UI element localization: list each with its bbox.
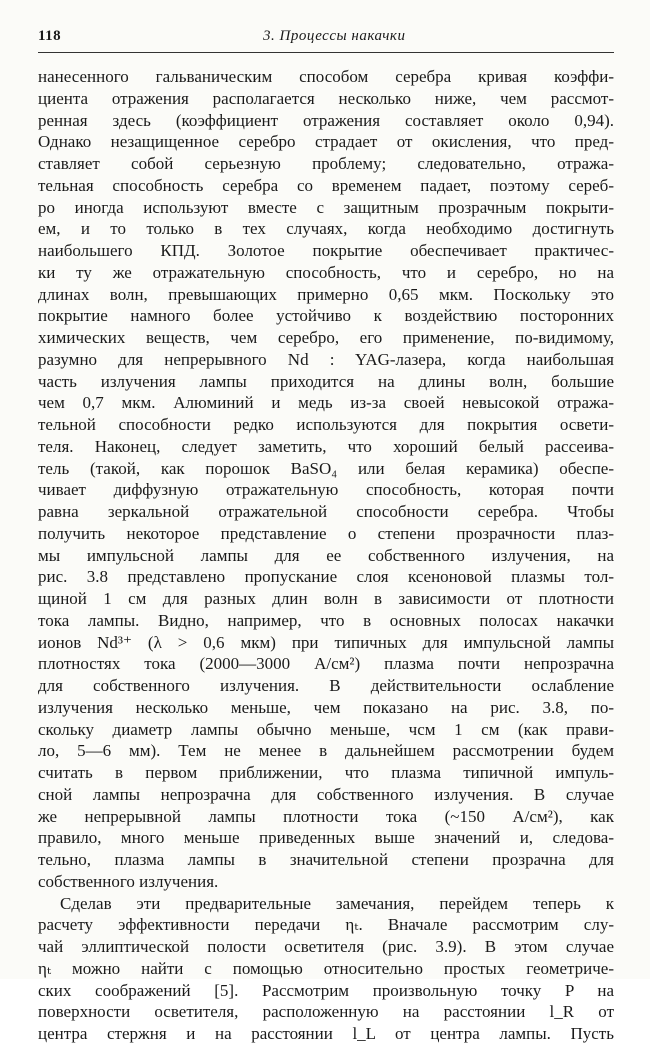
- page-number: 118: [38, 28, 62, 44]
- text-line: собственного излучения.: [38, 871, 219, 891]
- text-line: ренная здесь (коэффициент отражения составляет около 0,94).: [38, 110, 614, 130]
- paragraph-1: [38, 66, 614, 893]
- text-line: скольку диаметр лампы обычно меньше, чсм 1 см (как прави-: [38, 719, 614, 739]
- text-line: плотностях тока (2000—3000 А/см²) плазма почти непрозрачна: [38, 654, 614, 674]
- text-line: равна зеркальной отражательной способности серебра. Чтобы: [38, 502, 614, 521]
- text-line: ионов Nd³⁺ (λ > 0,6 мкм) при типичных для импульсной лампы: [38, 632, 614, 652]
- text-line: Сделав эти предварительные замечания, перейдем теперь к: [60, 893, 614, 913]
- text-line: правило, много меньше приведенных выше значений и, следова-: [38, 828, 614, 848]
- text-line: излучения несколько меньше, чем показано на рис. 3.8, по-: [38, 697, 614, 717]
- text-line: рис. 3.8 представлено пропускание слоя ксеноновой плазмы тол-: [38, 567, 614, 587]
- text-line: щиной 1 см для разных длин волн в зависимости от плотности: [38, 589, 614, 608]
- text-line: циента отражения располагается несколько ниже, чем рассмот-: [38, 88, 614, 108]
- text-line: для собственного излучения. В действительности ослабление: [38, 676, 614, 695]
- text-line: мы импульсной лампы для ее собственного излучения, на: [38, 545, 614, 565]
- text-line: ро иногда используют вместе с защитным прозрачным покрыти-: [38, 197, 614, 217]
- text-line: ло, 5—6 мм). Тем не менее в дальнейшем рассмотрении будем: [38, 741, 614, 761]
- paragraph-2: [38, 893, 614, 1045]
- text-line: тельной способности редко используются для покрытия освети-: [38, 415, 614, 434]
- text-line: ηₜ можно найти с помощью относительно простых геометриче-: [38, 958, 614, 978]
- text-line: тока лампы. Видно, например, что в основных полосах накачки: [38, 610, 614, 630]
- text-line: наибольшего КПД. Золотое покрытие обеспечивает практичес-: [38, 241, 614, 260]
- text-line: химических веществ, чем серебро, его применение, по-видимому,: [38, 328, 614, 347]
- text-line: ем, и то только в тех случаях, когда необходимо достигнуть: [38, 219, 614, 239]
- header-divider: [38, 52, 614, 53]
- text-line: ки ту же отражательную способность, что и серебро, но на: [38, 262, 614, 282]
- text-line: теля. Наконец, следует заметить, что хороший белый рассеива-: [38, 436, 614, 456]
- text-line: считать в первом приближении, что плазма типичной импуль-: [38, 763, 614, 782]
- text-line: нанесенного гальваническим способом серебра кривая коэффи-: [38, 67, 614, 86]
- text-line: получить некоторое представление о степени прозрачности плаз-: [38, 523, 614, 543]
- text-line: длинах волн, превышающих примерно 0,65 мкм. Поскольку это: [38, 284, 614, 304]
- text-line: тель (такой, как порошок BaSO₄ или белая керамика) обеспе-: [38, 458, 614, 478]
- text-line: чай эллиптической полости осветителя (рис. 3.9). В этом случае: [38, 937, 614, 956]
- text-line: ских соображений [5]. Рассмотрим произвольную точку P на: [38, 980, 614, 1000]
- text-line: же непрерывной лампы плотности тока (~150 А/см²), как: [38, 806, 614, 826]
- text-line: тельно, плазма лампы в значительной степени прозрачна для: [38, 850, 614, 869]
- text-line: тельная способность серебра со временем падает, поэтому сереб-: [38, 175, 614, 195]
- text-line: Однако незащищенное серебро страдает от окисления, что пред-: [38, 132, 614, 152]
- text-line: поверхности осветителя, расположенную на расстоянии l_R от: [38, 1002, 614, 1022]
- text-line: ставляет собой серьезную проблему; следовательно, отража-: [38, 154, 614, 173]
- text-line: часть излучения лампы приходится на длины волн, большие: [38, 371, 614, 391]
- text-line: покрытие намного более устойчиво к воздействию посторонних: [38, 306, 614, 326]
- running-title: 3. Процессы накачки: [263, 28, 406, 44]
- text-line: сной лампы непрозрачна для собственного излучения. В случае: [38, 784, 614, 804]
- text-line: расчету эффективности передачи ηₜ. Вначале рассмотрим слу-: [38, 915, 614, 935]
- text-line: чивает диффузную отражательную способность, которая почти: [38, 480, 614, 500]
- body-text: [38, 66, 614, 1045]
- page-header: [38, 28, 610, 50]
- text-line: чем 0,7 мкм. Алюминий и медь из-за своей невысокой отража-: [38, 393, 614, 413]
- text-line: центра стержня и на расстоянии l_L от центра лампы. Пусть: [38, 1024, 614, 1043]
- text-line: разумно для непрерывного Nd : YAG-лазера, когда наибольшая: [38, 349, 614, 369]
